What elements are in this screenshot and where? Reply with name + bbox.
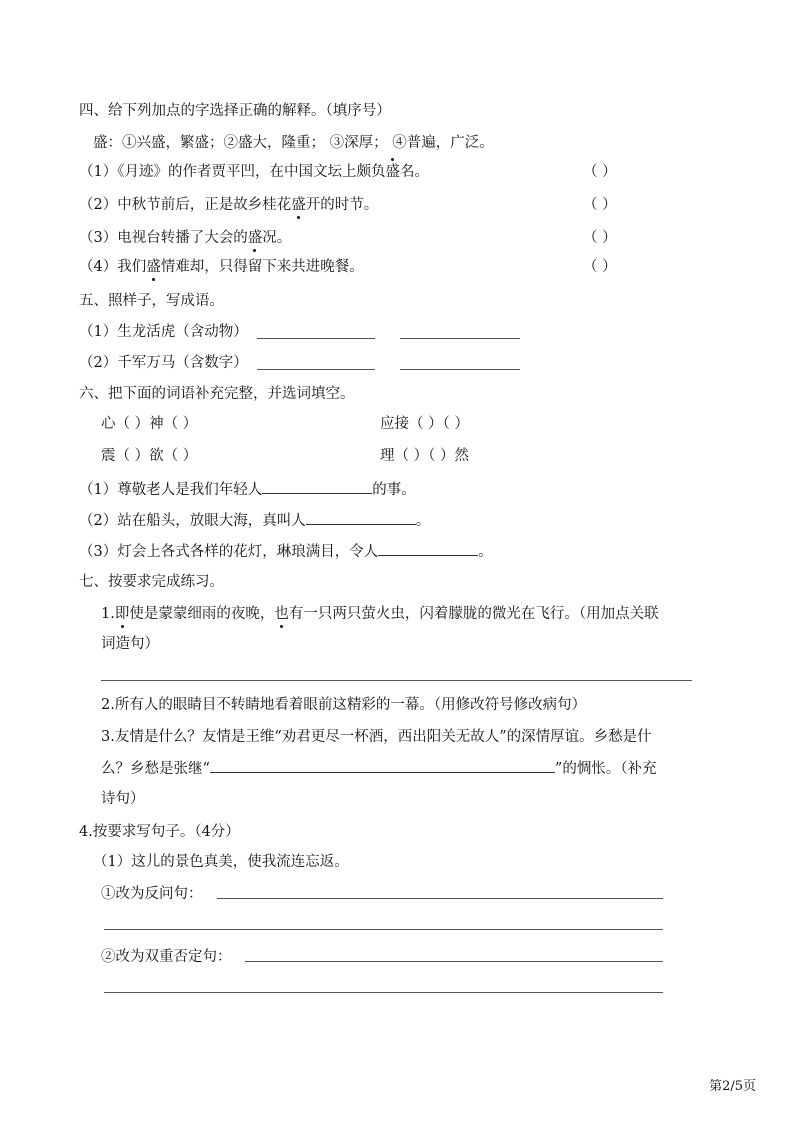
word-fill-4: 理（ ）（ ）然 bbox=[380, 448, 469, 464]
question-1-cont: 词造句） bbox=[101, 636, 159, 652]
section-5-title: 五、照样子，写成语。 bbox=[79, 293, 224, 309]
section-6-item-2: （2）站在船头，放眼大海，真叫人 。 bbox=[79, 510, 430, 531]
section-4-item-2: （2）中秋节前后，正是故乡桂花盛开的时节。 bbox=[79, 197, 379, 213]
section-6-title: 六、把下面的词语补充完整，并选词填空。 bbox=[79, 386, 355, 402]
answer-line[interactable] bbox=[257, 369, 375, 370]
section-4-item-3: （3）电视台转播了大会的盛况。 bbox=[79, 230, 292, 246]
answer-blank[interactable] bbox=[262, 479, 372, 494]
section-4-definitions: 盛：①兴盛，繁盛；②盛大，隆重； ③深厚； ④普遍，广泛。 bbox=[93, 135, 494, 151]
answer-paren-4[interactable]: （ ） bbox=[583, 259, 617, 275]
task-double-negative: ②改为双重否定句： bbox=[101, 949, 232, 965]
answer-line[interactable] bbox=[104, 929, 663, 930]
section-6-item-3: （3）灯会上各式各样的花灯，琳琅满目，令人 。 bbox=[79, 541, 493, 562]
answer-line[interactable] bbox=[257, 338, 375, 339]
answer-paren-2[interactable]: （ ） bbox=[583, 197, 617, 213]
answer-line[interactable] bbox=[400, 369, 520, 370]
answer-blank[interactable] bbox=[378, 541, 478, 556]
page-number: 第2/5页 bbox=[709, 1079, 756, 1094]
question-3-cont: 诗句） bbox=[101, 791, 145, 807]
answer-blank[interactable] bbox=[210, 758, 555, 773]
answer-line[interactable] bbox=[104, 992, 663, 993]
question-2: 2.所有人的眼睛目不转睛地看着眼前这精彩的一幕。（用修改符号修改病句） bbox=[101, 697, 587, 713]
answer-paren-1[interactable]: （ ） bbox=[583, 164, 617, 180]
write-sentence: （1）这儿的景色真美，使我流连忘返。 bbox=[93, 854, 349, 870]
answer-line[interactable] bbox=[400, 338, 520, 339]
answer-line[interactable] bbox=[101, 680, 692, 681]
section-write-title: 4.按要求写句子。（4分） bbox=[79, 824, 240, 840]
section-4-item-1: （1）《月迹》的作者贾平凹，在中国文坛上颇负盛名。 bbox=[79, 164, 429, 180]
question-1: 1.即使是蒙蒙细雨的夜晚，也有一只两只萤火虫，闪着朦胧的微光在飞行。（用加点关联 bbox=[101, 606, 659, 622]
word-fill-2: 应接（ ）（ ） bbox=[380, 416, 469, 432]
section-5-item-2: （2）千军万马（含数字） bbox=[79, 355, 248, 371]
question-3: 3.友情是什么？友情是王维“劝君更尽一杯酒，西出阳关无故人”的深情厚谊。乡愁是什 bbox=[101, 729, 652, 745]
section-7-title: 七、按要求完成练习。 bbox=[79, 574, 224, 590]
answer-paren-3[interactable]: （ ） bbox=[583, 230, 617, 246]
section-6-item-1: （1）尊敬老人是我们年轻人 的事。 bbox=[79, 479, 416, 500]
word-fill-3: 震（ ）欲（ ） bbox=[101, 448, 198, 464]
answer-line[interactable] bbox=[217, 898, 663, 899]
answer-line[interactable] bbox=[245, 961, 663, 962]
word-fill-1: 心（ ）神（ ） bbox=[101, 416, 198, 432]
section-5-item-1: （1）生龙活虎（含动物） bbox=[79, 324, 248, 340]
question-3-fill: 么？乡愁是张继“ ”的惆怅。（补充 bbox=[101, 758, 657, 779]
task-rhetorical: ①改为反问句： bbox=[101, 886, 203, 902]
section-4-title: 四、给下列加点的字选择正确的解释。（填序号） bbox=[79, 103, 391, 119]
section-4-item-4: （4）我们盛情难却，只得留下来共进晚餐。 bbox=[79, 259, 364, 275]
answer-blank[interactable] bbox=[306, 510, 416, 525]
